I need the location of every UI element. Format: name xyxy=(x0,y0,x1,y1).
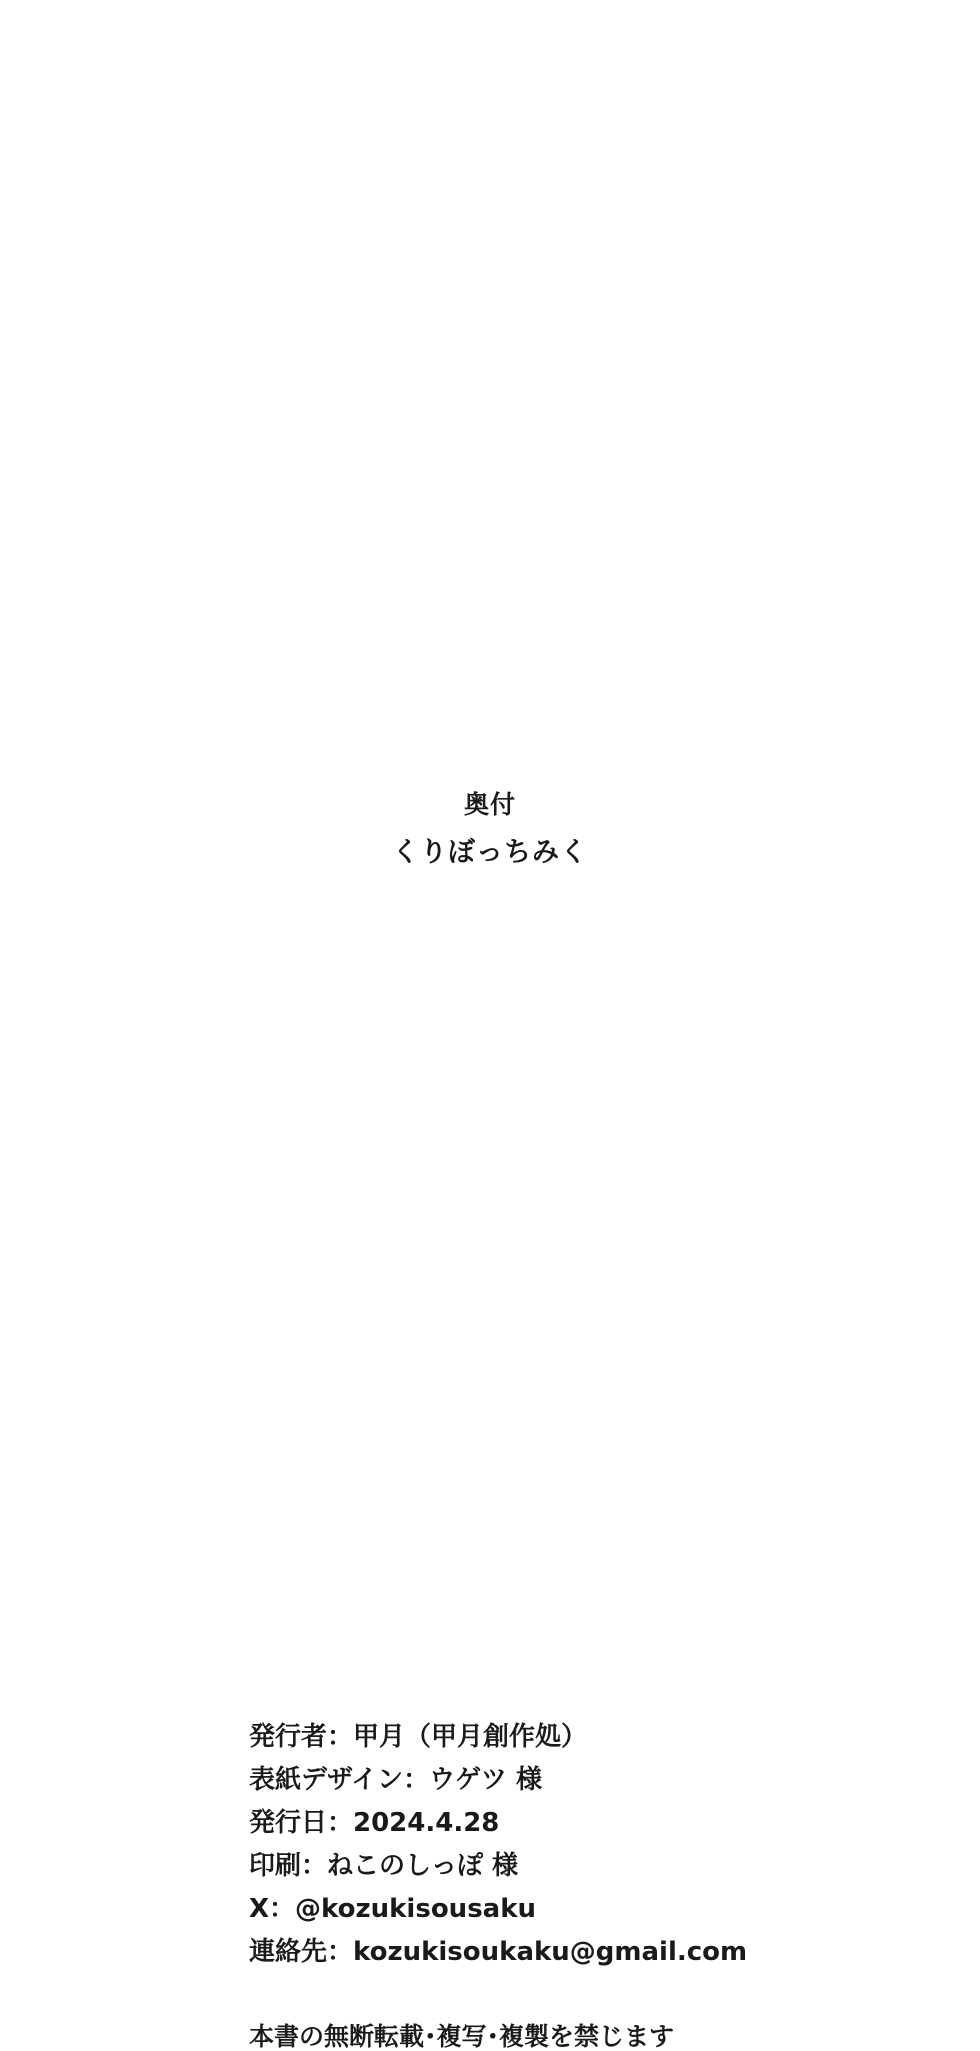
colophon-title-block xyxy=(0,792,980,866)
detail-cover-design: 表紙デザイン：ウゲツ 様 xyxy=(249,1765,542,1795)
detail-x-handle: X：@kozukisousaku xyxy=(249,1894,537,1924)
work-title: くりぼっちみく xyxy=(392,837,588,868)
colophon-details xyxy=(249,1716,747,1974)
detail-printer: 印刷：ねこのしっぽ 様 xyxy=(249,1851,519,1881)
detail-contact-email: 連絡先：kozukisoukaku@gmail.com xyxy=(249,1937,748,1967)
detail-publisher: 発行者：甲月（甲月創作処） xyxy=(249,1722,588,1752)
detail-publication-date: 発行日：2024.4.28 xyxy=(249,1808,500,1838)
page-title: 奥付 xyxy=(463,790,516,819)
copyright-notice: 本書の無断転載･複写･複製を禁じます xyxy=(249,2022,675,2051)
colophon-section xyxy=(0,790,980,2051)
